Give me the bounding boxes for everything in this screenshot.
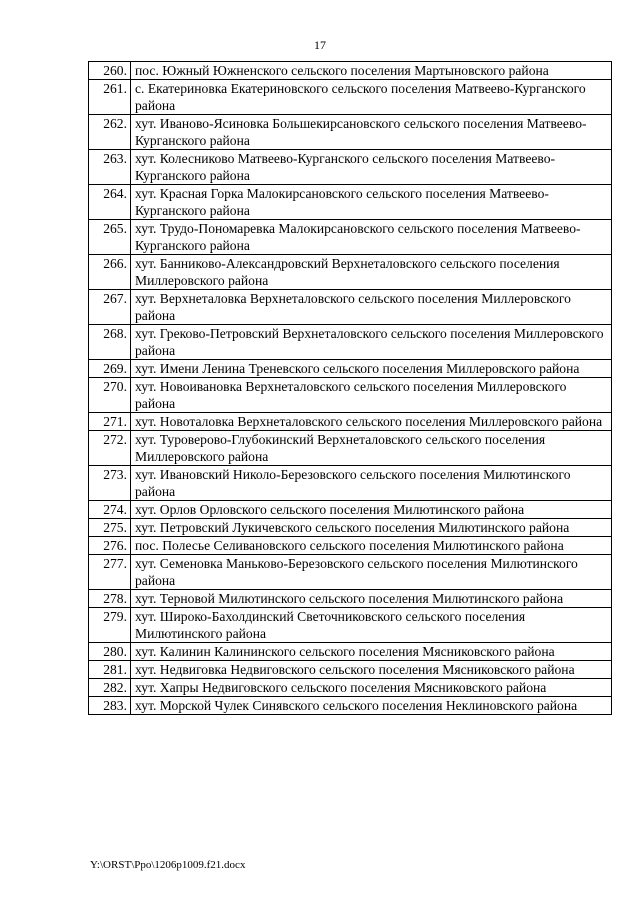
- table-row: [89, 466, 612, 501]
- table-row: [89, 413, 612, 431]
- table-row: [89, 431, 612, 466]
- settlements-table-body: [89, 62, 612, 715]
- settlement-description: пос. Южный Южненского сельского поселения Мартыновского района: [131, 62, 612, 80]
- table-row: [89, 519, 612, 537]
- row-number: 265.: [89, 220, 131, 255]
- settlement-description: хут. Калинин Калининского сельского поселения Мясниковского района: [131, 643, 612, 661]
- row-number: 273.: [89, 466, 131, 501]
- table-row: [89, 115, 612, 150]
- settlement-description: пос. Полесье Селивановского сельского поселения Милютинского района: [131, 537, 612, 555]
- settlement-description: хут. Имени Ленина Треневского сельского поселения Миллеровского района: [131, 360, 612, 378]
- settlement-description: хут. Колесниково Матвеево-Курганского сельского поселения Матвеево-Курганского района: [131, 150, 612, 185]
- row-number: 281.: [89, 661, 131, 679]
- settlement-description: хут. Новоталовка Верхнеталовского сельского поселения Миллеровского района: [131, 413, 612, 431]
- settlement-description: хут. Семеновка Маньково-Березовского сельского поселения Милютинского района: [131, 555, 612, 590]
- row-number: 260.: [89, 62, 131, 80]
- table-row: [89, 255, 612, 290]
- row-number: 270.: [89, 378, 131, 413]
- table-row: [89, 80, 612, 115]
- row-number: 279.: [89, 608, 131, 643]
- settlement-description: хут. Банниково-Александровский Верхнеталовского сельского поселения Миллеровского района: [131, 255, 612, 290]
- footer-file-path: Y:\ORST\Ppo\1206p1009.f21.docx: [90, 859, 246, 871]
- settlement-description: хут. Трудо-Пономаревка Малокирсановского сельского поселения Матвеево-Курганского района: [131, 220, 612, 255]
- row-number: 271.: [89, 413, 131, 431]
- settlement-description: хут. Терновой Милютинского сельского поселения Милютинского района: [131, 590, 612, 608]
- settlement-description: хут. Греково-Петровский Верхнеталовского сельского поселения Миллеровского района: [131, 325, 612, 360]
- table-row: [89, 325, 612, 360]
- settlement-description: хут. Петровский Лукичевского сельского поселения Милютинского района: [131, 519, 612, 537]
- table-row: [89, 697, 612, 715]
- settlement-description: хут. Верхнеталовка Верхнеталовского сельского поселения Миллеровского района: [131, 290, 612, 325]
- table-row: [89, 661, 612, 679]
- row-number: 277.: [89, 555, 131, 590]
- settlement-description: хут. Недвиговка Недвиговского сельского поселения Мясниковского района: [131, 661, 612, 679]
- row-number: 269.: [89, 360, 131, 378]
- settlement-description: хут. Туроверово-Глубокинский Верхнеталовского сельского поселения Миллеровского района: [131, 431, 612, 466]
- row-number: 261.: [89, 80, 131, 115]
- row-number: 263.: [89, 150, 131, 185]
- settlement-description: хут. Новоивановка Верхнеталовского сельского поселения Миллеровского района: [131, 378, 612, 413]
- row-number: 276.: [89, 537, 131, 555]
- table-row: [89, 290, 612, 325]
- table-row: [89, 62, 612, 80]
- settlement-description: хут. Красная Горка Малокирсановского сельского поселения Матвеево-Курганского района: [131, 185, 612, 220]
- row-number: 264.: [89, 185, 131, 220]
- table-row: [89, 537, 612, 555]
- page-number: 17: [314, 38, 326, 52]
- table-row: [89, 608, 612, 643]
- table-row: [89, 590, 612, 608]
- row-number: 274.: [89, 501, 131, 519]
- row-number: 268.: [89, 325, 131, 360]
- row-number: 266.: [89, 255, 131, 290]
- table-row: [89, 360, 612, 378]
- table-row: [89, 555, 612, 590]
- row-number: 262.: [89, 115, 131, 150]
- row-number: 267.: [89, 290, 131, 325]
- row-number: 283.: [89, 697, 131, 715]
- settlement-description: хут. Морской Чулек Синявского сельского поселения Неклиновского района: [131, 697, 612, 715]
- table-row: [89, 679, 612, 697]
- row-number: 280.: [89, 643, 131, 661]
- table-row: [89, 220, 612, 255]
- table-row: [89, 501, 612, 519]
- table-row: [89, 378, 612, 413]
- settlement-description: хут. Орлов Орловского сельского поселения Милютинского района: [131, 501, 612, 519]
- row-number: 282.: [89, 679, 131, 697]
- settlement-description: хут. Широко-Бахолдинский Светочниковского сельского поселения Милютинского района: [131, 608, 612, 643]
- settlement-description: хут. Хапры Недвиговского сельского поселения Мясниковского района: [131, 679, 612, 697]
- row-number: 275.: [89, 519, 131, 537]
- row-number: 272.: [89, 431, 131, 466]
- row-number: 278.: [89, 590, 131, 608]
- table-row: [89, 150, 612, 185]
- settlement-description: с. Екатериновка Екатериновского сельского поселения Матвеево-Курганского района: [131, 80, 612, 115]
- settlement-description: хут. Иваново-Ясиновка Большекирсановского сельского поселения Матвеево-Курганского района: [131, 115, 612, 150]
- settlement-description: хут. Ивановский Николо-Березовского сельского поселения Милютинского района: [131, 466, 612, 501]
- table-row: [89, 185, 612, 220]
- table-row: [89, 643, 612, 661]
- settlements-table: [88, 61, 612, 715]
